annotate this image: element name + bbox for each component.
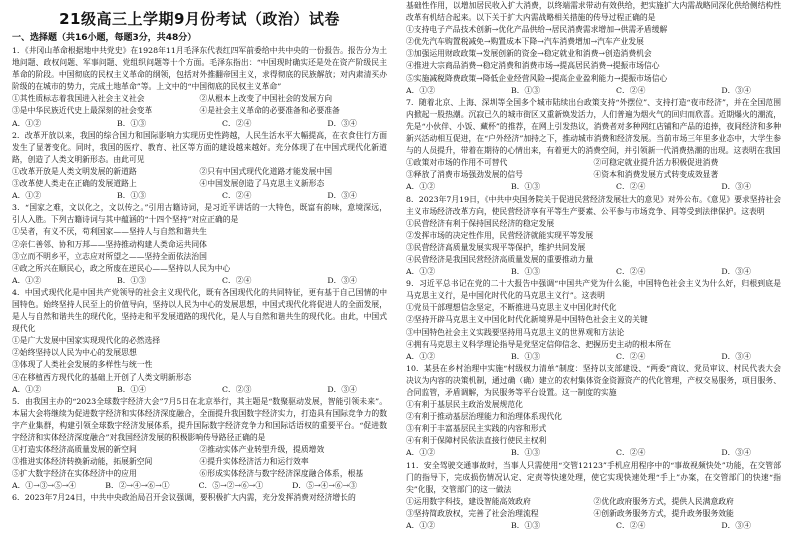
option-4: ④创新政务服务方式，提升政务服务效能 — [593, 508, 734, 518]
option-2: ②坚持开辟马克思主义中国化时代化新境界是中国特色社会主义的关键 — [406, 315, 648, 325]
option-3: ③立而不明乡平，立志应对所望之——坚持全面依法治国 — [12, 251, 207, 261]
answer-b: B．①③ — [116, 191, 147, 201]
option-list — [12, 444, 387, 480]
answer-b: B．②→④→⑥→① — [105, 481, 170, 491]
answer-a: A．①→③→⑤→④ — [12, 481, 77, 491]
answer-a: A．①② — [406, 267, 436, 277]
option-3: ③民营经济高质量发展实现平等保护，维护共同发展 — [406, 242, 586, 252]
answer-choices — [12, 275, 387, 287]
answer-d: D．⑤→④→⑥→③ — [292, 481, 357, 491]
answer-d: D．③④ — [327, 118, 357, 128]
question-9 — [406, 278, 781, 363]
answer-choices — [12, 480, 387, 492]
option-list — [12, 166, 387, 190]
answer-choices — [406, 181, 781, 193]
answer-choices — [406, 447, 781, 459]
right-column — [406, 0, 781, 532]
option-list — [406, 157, 781, 181]
option-2: ②有利于推动基层治理能力和治理体系现代化 — [406, 412, 562, 422]
answer-d: D．③④ — [327, 384, 357, 394]
option-1: ①吴者，有义不厌，苟利国家——坚持人与自然和谐共生 — [12, 227, 207, 237]
answer-d: D．③④ — [327, 275, 357, 285]
answer-a: A．①② — [406, 521, 436, 531]
answer-choices — [12, 384, 387, 396]
answer-c: C．②④ — [616, 521, 646, 531]
section-heading: 一、选择题（共16小题，每题3分，共48分） — [12, 33, 197, 43]
question-4 — [12, 287, 387, 396]
option-4: ④是社会主义革命的必要准备和必要准备 — [199, 106, 340, 116]
option-4: ④民营经济是我国民营经济高质量发展的重要推动力量 — [406, 254, 594, 264]
answer-b: B．①③ — [510, 351, 541, 361]
answer-a: A．①② — [12, 384, 42, 394]
answer-c: C．②④ — [616, 448, 646, 458]
answer-d: D．③④ — [721, 448, 751, 458]
option-4: ④在移植西方现代化的基础上开创了人类文明新形态 — [12, 372, 192, 382]
answer-c: C．②④ — [616, 85, 646, 95]
answer-a: A．①② — [406, 351, 436, 361]
option-4: ④资本和消费发展方式转变成效显著 — [593, 170, 719, 180]
option-2: ②始终坚持以人民为中心的发展思想 — [12, 348, 137, 358]
answer-d: D．③④ — [327, 191, 357, 201]
option-1: ①其性质标志着我国进入社会主义社会 — [12, 94, 145, 104]
answer-a: A．①② — [406, 182, 436, 192]
answer-d: D．③④ — [721, 182, 751, 192]
exam-title: 21级高三上学期9月份考试（政治）试卷 — [59, 10, 340, 28]
answer-choices — [406, 266, 781, 278]
answer-a: A．①② — [12, 118, 42, 128]
question-stem: 6．2023年7月24日，中共中央政治局召开会议强调，要积极扩大内需，充分发挥消费对经济增长的 — [12, 493, 356, 503]
option-2: ②发挥市场的决定性作用，民营经济就能实现平等发展 — [406, 230, 594, 240]
option-1: ①是广大发展中国家实现现代化的必然选择 — [12, 336, 161, 346]
option-5: ⑤扩大数字经济在实体经济中的应用 — [12, 469, 137, 479]
option-list — [12, 93, 387, 117]
question-stem: 7．随着北京、上海、深圳等全国多个城市陆续出台政策支持“外摆位”、支持打造“夜市经济”，并在全国范围内掀起一股热潮。沉寂已久的城市街区又重新焕发活力，人们普遍为烟火气的回归而欣喜。近期爆火的潮流，先是“小伙伴、小饭、藏杯”的推荐，在网上引发热议，消费者对多种网红店铺和产品的追捧，夜间经济和多种新兴活动相互促进，在“户外经济”加持之下，推动城市消费和经济发展。当前市场三年里多业态中，大学生参与的人员提升，带着在期待的心情出来，有着更大的消费空间，并引领新一代消费热潮的出现。这表明在我国 — [406, 97, 781, 156]
option-1: ①民营经济有利于保持国民经济的稳定发展 — [406, 218, 555, 228]
option-4: ④拥有马克思主义科学理论指导是党坚定信仰信念、把握历史主动的根本所在 — [406, 339, 672, 349]
question-7 — [406, 97, 781, 194]
question-6 — [12, 492, 387, 504]
option-2: ②推动实体产业转型升级，提质增效 — [199, 445, 325, 455]
answer-a: A．①② — [406, 448, 436, 458]
option-4: ④中国发展创造了马克思主义新形态 — [199, 179, 325, 189]
question-stem: 3．“国家之难，文以化之，文以传之。”引用古籍诗词，是习近平讲话的一大特色，既富有韵味，意境深远，引人入胜。下列古籍诗词与其中蕴涵的“十四个坚持”对应正确的是 — [12, 203, 387, 225]
option-1: ①支持电子产品技术创新→优化产品供给→居民消费需求增加→供需矛盾缓解 — [406, 25, 668, 35]
option-3: ③体现了人类社会发展的多样性与统一性 — [12, 360, 153, 370]
answer-choices — [12, 118, 387, 130]
question-stem: 9．习近平总书记在党的二十大报告中强调“中国共产党为什么能，中国特色社会主义为什么好，归根到底是马克思主义行，是中国化时代化的马克思主义行”。这表明 — [406, 279, 781, 301]
question-stem: 4．中国式现代化是中国共产党领导的社会主义现代化，既有各国现代化的共同特征，更有基于自己国情的中国特色。始终坚持人民至上的价值导向，坚持以人民为中心的发展思想，中国式现代化将促进人的全面发展，是人与自然和谐共生的现代化，坚持走和平发展道路的现代化，是人与自然和谐共生的现代化。由此，中国式现代化 — [12, 287, 387, 334]
answer-b: B．①③ — [510, 267, 541, 277]
answer-d: D．③④ — [721, 267, 751, 277]
option-2: ②可稳定就业提升活力积极促进消费 — [593, 158, 719, 168]
option-4: ④政之所兴在顺民心，政之所废在逆民心——坚持以人民为中心 — [12, 263, 231, 273]
question-stem: 1．《井冈山革命根据地中共党史》在1928年11月毛泽东代表红四军前委给中共中央的一份报告。报告分为土地问题、政权问题、军事问题、党组织问题等十个方面。毛泽东指出：“中国现时确实还是处在资产阶级民主革命的阶段。中国彻底的民权主义革命的纲领，包括对外推翻帝国主义，求得彻底的民族解放；对内肃清买办阶级的在城市的势力，完成土地革命”等。上文中的“中国彻底的民权主义革命” — [12, 46, 387, 92]
answer-b: B．①③ — [116, 275, 147, 285]
answer-c: C．②③ — [222, 384, 252, 394]
answer-b: B．①③ — [510, 182, 541, 192]
question-8 — [406, 194, 781, 279]
answer-d: D．③④ — [721, 85, 751, 95]
answer-d: D．③④ — [721, 351, 751, 361]
answer-c: C．②④ — [222, 275, 252, 285]
answer-c: C．②④ — [616, 267, 646, 277]
option-4: ④有利于保障村民依法直接行使民主权利 — [406, 436, 547, 446]
answer-b: B．①③ — [510, 521, 541, 531]
question-10 — [406, 363, 781, 460]
question-6-continued — [406, 0, 781, 97]
option-3: ③释放了消费市场强劲发展的信号 — [406, 170, 523, 180]
question-stem: 8．2023年7月19日，《中共中央国务院关于促进民营经济发展壮大的意见》对外公布。《意见》要求坚持社会主义市场经济改革方向，使民营经济享有平等生产要素、公平参与市场竞争、同等受到法律保护。这表明 — [406, 194, 781, 216]
option-1: ①党员干部理想信念坚定，不断推进马克思主义中国化时代化 — [406, 303, 617, 313]
answer-c: C．②④ — [222, 191, 252, 201]
option-3: ③是中华民族近代史上最深刻的社会变革 — [12, 106, 153, 116]
option-3: ③有利于丰富基层民主实践的内容和形式 — [406, 424, 547, 434]
option-1: ①运用数字科技，建设智能高效政府 — [406, 496, 531, 506]
question-stem: 11．安全驾驶交通事故时，当事人只需使用“交管12123”手机应用程序中的“事故视频快处”功能，在交管部门的指导下，完成损伤情况认定、定责等快速处理，使它实现快速处理“手上”办案，在交管部门的快速“指尖”化服，交管部门的这一做法 — [406, 460, 781, 494]
option-2: ②优先汽车购置税减免→购置成本下降→汽车消费增加→汽车产业发展 — [406, 37, 644, 47]
question-stem: 10．某县在乡村治理中实施“村级权力清单”制度：坚持以支部建设、“两委”商议、党员审议、村民代表大会决议为内容的决策机制，通过确（确）建立的农村集体资金资源资产的代化管理，产权交易服务，项目服务、合同监管，矛盾调解，为民服务等平台设置。这一制度的实施 — [406, 363, 781, 397]
option-1: ①政策对市场的作用不可替代 — [406, 158, 508, 168]
answer-choices — [12, 190, 387, 202]
option-1: ①有利于基层民主政治发展规范化 — [406, 400, 523, 410]
answer-a: A．①② — [12, 275, 42, 285]
option-2: ②亲仁善邻、协和万邦——坚持推动构建人类命运共同体 — [12, 239, 207, 249]
answer-c: C．⑤→②→⑥→① — [198, 481, 264, 491]
answer-c: C．②④ — [222, 118, 252, 128]
option-5: ⑤实施减税降费政策→降低企业经营风险→提高企业盈利能力→提振市场信心 — [406, 73, 668, 83]
left-column — [12, 0, 387, 505]
question-stem: 2．改革开放以来，我国的综合国力和国际影响力实现历史性跨越，人民生活水平大幅提高，在衣食住行方面发生了显著变化。同时，我国的医疗、教育、社区等方面的建设越来越好。充分体现了在中国式现代化新道路，创造了人类文明新形态。由此可见 — [12, 130, 387, 164]
option-3: ③中国特色社会主义实践要坚持用马克思主义的世界观和方法论 — [406, 327, 625, 337]
answer-choices — [406, 85, 781, 97]
question-11 — [406, 460, 781, 533]
answer-b: B．①③ — [510, 85, 541, 95]
question-stem: 5．由我国主办的“2023全球数字经济大会”7月5日在北京举行，其主题是“数聚驱动发展，智能引领未来”。本届大会将继续为促进数字经济和实体经济深度融合，全面提升我国数字经济实力，打造具有国际竞争力的数字产业集群，构建引领全球数字经济发展体系，提升国际数字经济竞争力和国际话语权的重要平台。“促进数字经济和实体经济深度融合”对我国经济发展的积极影响传导路径正确的是 — [12, 396, 387, 442]
answer-b: B．①③ — [510, 448, 541, 458]
question-2 — [12, 130, 387, 203]
option-3: ③坚持简政放权，完善了社会治理流程 — [406, 508, 539, 518]
answer-choices — [406, 520, 781, 532]
option-2: ②优化政府服务方式，提供人民满意政府 — [593, 496, 734, 506]
option-4: ④提升实体经济活力和运行效率 — [199, 457, 309, 467]
answer-a: A．①② — [406, 85, 436, 95]
answer-d: D．③④ — [721, 521, 751, 531]
question-1 — [12, 45, 387, 130]
answer-choices — [406, 351, 781, 363]
option-list — [406, 496, 781, 520]
option-1: ①打造实体经济高质量发展的新空间 — [12, 445, 137, 455]
option-1: ①改革开放是人类文明发展的新道路 — [12, 166, 137, 176]
option-2: ②从根本上改变了中国社会的发展方向 — [199, 94, 333, 104]
answer-c: C．②④ — [616, 182, 646, 192]
option-3: ③改革使人类走在正确的发展道路上 — [12, 179, 137, 189]
question-stem: 基础性作用，以增加居民收入扩大消费，以终端需求带动有效供给，把实施扩大内需战略同深化供给侧结构性改革有机结合起来。以下关于扩大内需战略相关措施的传导过程正确的是 — [406, 1, 781, 23]
question-5 — [12, 396, 387, 493]
option-2: ②只有中国式现代化道路才能发展中国 — [199, 166, 333, 176]
option-4: ④推进大宗商品消费→稳定消费和消费市场→提高居民消费→提振市场信心 — [406, 61, 660, 71]
answer-b: B．①④ — [116, 384, 147, 394]
option-6: ⑥形成实体经济与数字经济深度融合体系，根基 — [199, 469, 364, 479]
answer-b: B．①③ — [116, 118, 147, 128]
question-3 — [12, 202, 387, 287]
answer-a: A．①② — [12, 191, 42, 201]
option-3: ③加强运用财政政策→发展创新的资金→稳定就业和消费→创造消费机会 — [406, 49, 652, 59]
option-3: ③推进实体经济转换新动能，拓展新空间 — [12, 457, 153, 467]
answer-c: C．②④ — [616, 351, 646, 361]
